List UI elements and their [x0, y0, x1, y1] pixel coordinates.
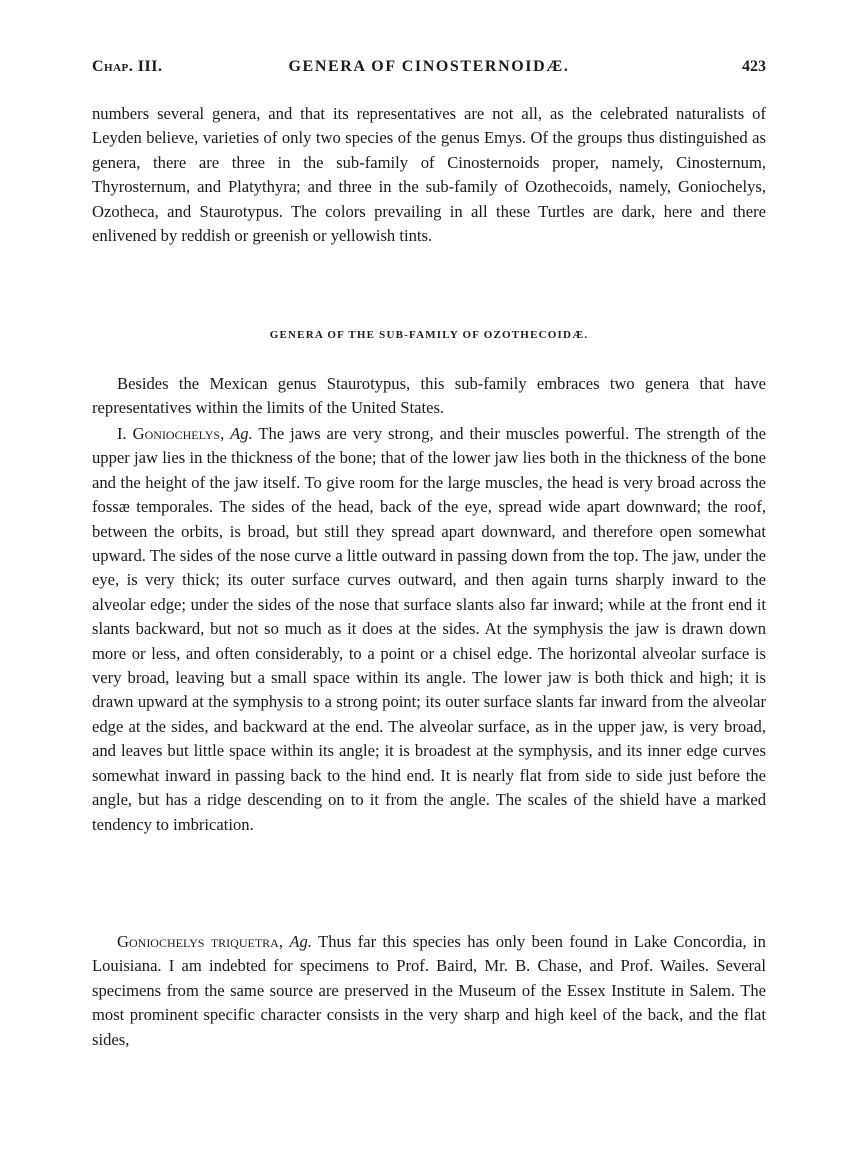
- continuation-paragraph: numbers several genera, and that its representatives are not all, as the celebrated naturalists of Leyden believe, varieties of only two species of the genus Emys. Of the groups thus distinguished as genera, there are three in the sub-family of Cinosternoids proper, namely, Cinosternum, Thyrosternum, and Platythyra; and three in the sub-family of Ozothecoids, namely, Goniochelys, Ozotheca, and Staurotypus. The colors prevailing in all these Turtles are dark, here and there enlivened by reddish or greenish or yellowish tints.: [92, 104, 766, 246]
- genus-author: Ag.: [230, 424, 253, 443]
- species-description: Thus far this species has only been found in Lake Concordia, in Louisiana. I am indebted for specimens to Prof. Baird, Mr. B. Chase, and Prof. Wailes. Several specimens from the same source are preserved in the Museum of the Essex Institute in Salem. The most prominent specific character consists in the very sharp and high keel of the back, and the flat sides,: [92, 932, 766, 1049]
- species-author: Ag.: [289, 932, 312, 951]
- chapter-label: Chap. III.: [92, 58, 163, 75]
- genus-description: The jaws are very strong, and their muscles powerful. The strength of the upper jaw lies in the thickness of the bone; that of the lower jaw lies both in the thickness of the bone and the height of the jaw itself. To give room for the large muscles, the head is very broad across the fossæ temporales. The sides of the head, back of the eye, spread wide apart downward; the roof, between the orbits, is broad, but still they spread apart downward, and therefore open somewhat upward. The sides of the nose curve a little outward in passing down from the top. The jaw, under the eye, is very thick; its outer surface curves outward, and then again turns sharply inward to the alveolar edge; under the sides of the nose that surface slants also far inward; while at the front end it slants backward, but not so much as it does at the sides. At the symphysis the jaw is drawn down more or less, and often considerably, to a point or a chisel edge. The horizontal alveolar surface is very broad, leaving but a small space within its angle. The lower jaw is both thick and high; it is drawn upward at the symphysis to a strong point; its outer surface slants far inward from the alveolar edge at the sides, and backward at the end. The alveolar surface, as in the upper jaw, is very broad, and leaves but little space within its angle; it is broadest at the symphysis, and its inner edge curves somewhat inward in passing back to the hind end. It is nearly flat from side to side just before the angle, but has a ridge descending on to it from the angle. The scales of the shield have a marked tendency to imbrication.: [92, 424, 766, 834]
- intro-paragraph: Besides the Mexican genus Staurotypus, this sub-family embraces two genera that have representatives within the limits of the United States.: [92, 374, 766, 418]
- section-heading: GENERA OF THE SUB-FAMILY OF OZOTHECOIDÆ.: [269, 329, 589, 341]
- genus-number: I.: [117, 424, 127, 443]
- genus-paragraph: [92, 422, 766, 837]
- genus-name: Goniochelys,: [132, 424, 225, 443]
- page-number: 423: [742, 58, 766, 75]
- species-name: Goniochelys triquetra,: [117, 932, 283, 951]
- species-paragraph: [92, 930, 766, 1052]
- running-head: [92, 58, 766, 82]
- page-header-title: GENERA OF CINOSTERNOIDÆ.: [288, 58, 570, 75]
